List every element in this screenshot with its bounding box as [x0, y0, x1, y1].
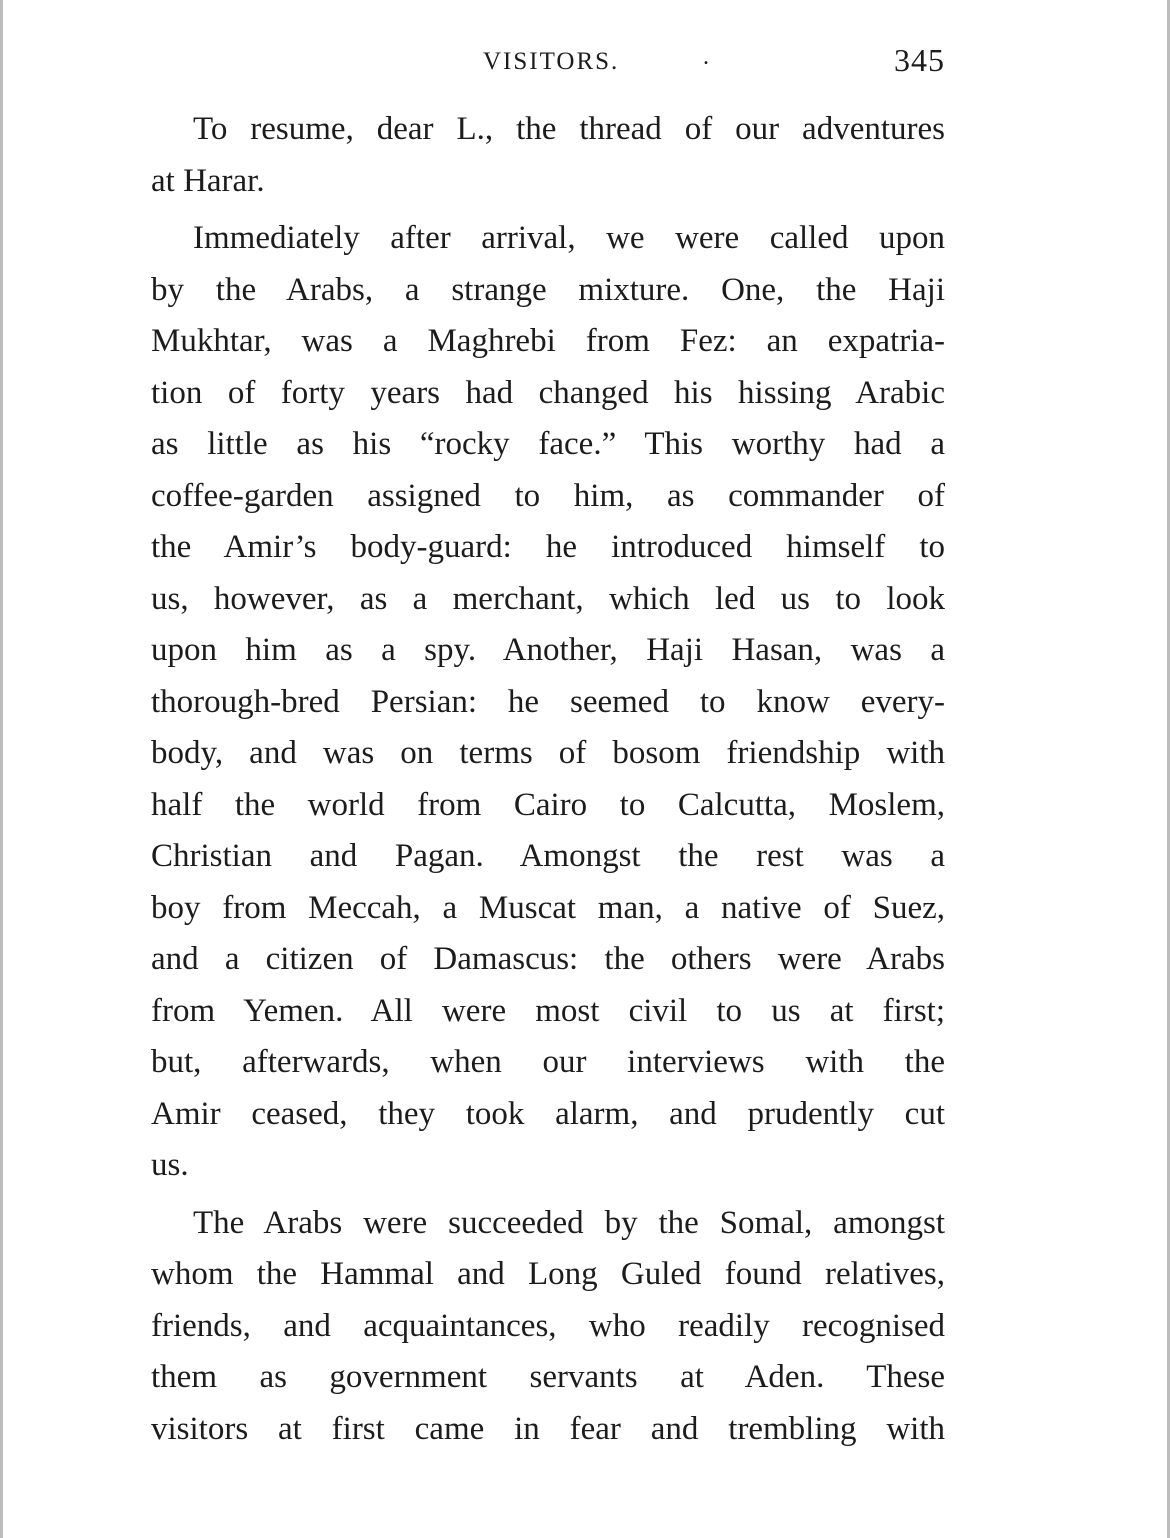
text-line: half the world from Cairo to Calcutta, Moslem,	[151, 786, 945, 823]
text-line: boy from Meccah, a Muscat man, a native of Suez,	[151, 889, 945, 926]
running-head-title: VISITORS.	[483, 48, 620, 75]
text-line: whom the Hammal and Long Guled found relatives,	[151, 1256, 945, 1292]
body-text	[151, 104, 945, 1455]
text-line: Amir ceased, they took alarm, and prudently cut	[151, 1095, 945, 1132]
text-line: tion of forty years had changed his hissing Arabic	[151, 374, 945, 411]
text-line: the Amir’s body-guard: he introduced himself to	[151, 529, 945, 565]
text-line: as little as his “rocky face.” This worthy had a	[151, 426, 945, 462]
text-line: The Arabs were succeeded by the Somal, amongst	[193, 1204, 945, 1241]
paragraph-1	[151, 104, 945, 207]
text-line: To resume, dear L., the thread of our adventures	[193, 111, 945, 147]
text-line: from Yemen. All were most civil to us at first;	[151, 992, 945, 1029]
paragraph-2	[151, 213, 945, 1192]
text-line: thorough-bred Persian: he seemed to know every-	[151, 683, 945, 720]
running-head	[151, 40, 945, 84]
text-line: visitors at first came in fear and trembling with	[151, 1410, 945, 1447]
text-line: Mukhtar, was a Maghrebi from Fez: an expatria-	[151, 323, 945, 359]
text-line: coffee-garden assigned to him, as commander of	[151, 477, 945, 514]
text-line: but, afterwards, when our interviews with the	[151, 1044, 945, 1080]
text-line: and a citizen of Damascus: the others were Arabs	[151, 941, 945, 977]
page-number: 345	[894, 42, 945, 78]
text-line: us, however, as a merchant, which led us to look	[151, 580, 945, 617]
running-head-dot: .	[703, 44, 709, 70]
text-line: by the Arabs, a strange mixture. One, the Haji	[151, 271, 945, 308]
text-line: Immediately after arrival, we were called upon	[193, 220, 945, 256]
text-line: at Harar.	[151, 162, 265, 199]
text-line: upon him as a spy. Another, Haji Hasan, was a	[151, 632, 945, 668]
paragraph-3	[151, 1198, 945, 1456]
text-line: them as government servants at Aden. These	[151, 1359, 945, 1395]
text-line: friends, and acquaintances, who readily recognised	[151, 1307, 945, 1344]
book-page	[151, 40, 945, 1455]
text-line: body, and was on terms of bosom friendship with	[151, 735, 945, 771]
text-line: Christian and Pagan. Amongst the rest was a	[151, 838, 945, 874]
text-line: us.	[151, 1147, 189, 1183]
